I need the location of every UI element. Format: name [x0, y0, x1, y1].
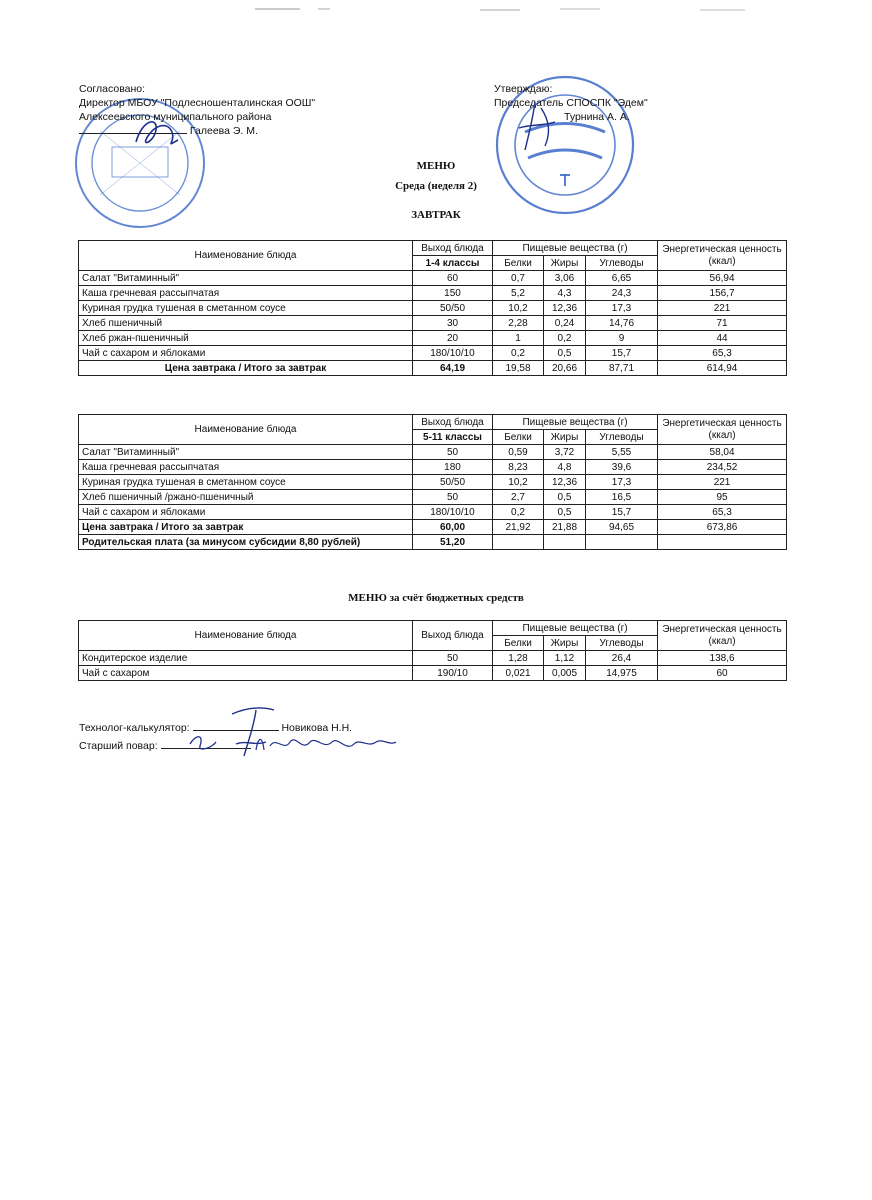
dish-fat: 0,005 — [544, 666, 586, 681]
dish-name: Кондитерское изделие — [79, 651, 413, 666]
dish-protein: 1,28 — [493, 651, 544, 666]
dish-fat: 12,36 — [544, 301, 586, 316]
dish-energy: 56,94 — [658, 271, 787, 286]
dish-yield: 180/10/10 — [413, 505, 493, 520]
total-energy: 673,86 — [658, 520, 787, 535]
dish-protein: 0,2 — [493, 505, 544, 520]
table-row — [79, 460, 787, 475]
scan-marks — [0, 0, 872, 20]
dish-protein: 0,59 — [493, 445, 544, 460]
dish-name: Хлеб пшеничный — [79, 316, 413, 331]
table-row — [79, 286, 787, 301]
dish-name: Каша гречневая рассыпчатая — [79, 460, 413, 475]
header-carbs: Углеводы — [586, 256, 658, 271]
dish-name: Куриная грудка тушеная в сметанном соусе — [79, 475, 413, 490]
dish-energy: 221 — [658, 475, 787, 490]
header-dish: Наименование блюда — [79, 415, 413, 445]
dish-fat: 3,06 — [544, 271, 586, 286]
total-fat: 20,66 — [544, 361, 586, 376]
header-nutrients: Пищевые вещества (г) — [493, 415, 658, 430]
dish-carbs: 15,7 — [586, 346, 658, 361]
chef-signature — [186, 728, 406, 758]
dish-energy: 138,6 — [658, 651, 787, 666]
dish-protein: 2,7 — [493, 490, 544, 505]
table-row — [79, 651, 787, 666]
total-label: Цена завтрака / Итого за завтрак — [79, 361, 413, 376]
dish-protein: 0,7 — [493, 271, 544, 286]
approval-left-district: Алексеевского муниципального района — [79, 111, 272, 123]
total-fat: 21,88 — [544, 520, 586, 535]
header-fat: Жиры — [544, 430, 586, 445]
dish-energy: 65,3 — [658, 346, 787, 361]
dish-yield: 180/10/10 — [413, 346, 493, 361]
menu-day — [0, 180, 872, 192]
table-row — [79, 666, 787, 681]
dish-energy: 156,7 — [658, 286, 787, 301]
dish-protein: 2,28 — [493, 316, 544, 331]
header-yield: Выход блюда — [413, 621, 493, 651]
dish-energy: 95 — [658, 490, 787, 505]
dish-protein: 0,021 — [493, 666, 544, 681]
approval-right-position: Председатель СПОСПК "Эдем" — [494, 97, 648, 109]
total-protein: 21,92 — [493, 520, 544, 535]
table-row — [79, 346, 787, 361]
dish-carbs: 14,76 — [586, 316, 658, 331]
technologist-label: Технолог-калькулятор: — [79, 722, 190, 734]
dish-yield: 150 — [413, 286, 493, 301]
dish-protein: 1 — [493, 331, 544, 346]
dish-energy: 58,04 — [658, 445, 787, 460]
dish-energy: 60 — [658, 666, 787, 681]
table-row — [79, 271, 787, 286]
approval-right-name: Турнина А. А. — [564, 111, 630, 123]
dish-carbs: 14,975 — [586, 666, 658, 681]
dish-yield: 50/50 — [413, 301, 493, 316]
total-carbs: 87,71 — [586, 361, 658, 376]
empty-cell — [586, 535, 658, 550]
budget-table — [78, 620, 787, 681]
meal-title: ЗАВТРАК — [411, 209, 461, 221]
dish-carbs: 9 — [586, 331, 658, 346]
chef-label: Старший повар: — [79, 740, 158, 752]
dish-yield: 20 — [413, 331, 493, 346]
dish-energy: 221 — [658, 301, 787, 316]
dish-fat: 4,8 — [544, 460, 586, 475]
dish-fat: 0,24 — [544, 316, 586, 331]
budget-menu-title: МЕНЮ за счёт бюджетных средств — [348, 592, 524, 604]
total-energy: 614,94 — [658, 361, 787, 376]
dish-protein: 0,2 — [493, 346, 544, 361]
dish-yield: 60 — [413, 271, 493, 286]
dish-fat: 0,5 — [544, 490, 586, 505]
table-row — [79, 316, 787, 331]
dish-name: Чай с сахаром — [79, 666, 413, 681]
header-nutrients: Пищевые вещества (г) — [493, 241, 658, 256]
header-dish: Наименование блюда — [79, 241, 413, 271]
dish-carbs: 5,55 — [586, 445, 658, 460]
dish-fat: 0,5 — [544, 346, 586, 361]
header-energy: Энергетическая ценность (ккал) — [658, 415, 787, 445]
parent-fee-value: 51,20 — [413, 535, 493, 550]
dish-name: Салат "Витаминный" — [79, 445, 413, 460]
header-protein: Белки — [493, 636, 544, 651]
dish-energy: 234,52 — [658, 460, 787, 475]
menu-title: МЕНЮ — [416, 160, 456, 172]
header-nutrients: Пищевые вещества (г) — [493, 621, 658, 636]
table-row — [79, 475, 787, 490]
parent-fee-row — [79, 535, 787, 550]
dish-yield: 180 — [413, 460, 493, 475]
dish-carbs: 16,5 — [586, 490, 658, 505]
table-row — [79, 331, 787, 346]
empty-cell — [658, 535, 787, 550]
table-row — [79, 301, 787, 316]
dish-protein: 10,2 — [493, 475, 544, 490]
dish-carbs: 17,3 — [586, 301, 658, 316]
approval-left-position: Директор МБОУ "Подлесношенталинская ООШ" — [79, 97, 316, 109]
dish-carbs: 26,4 — [586, 651, 658, 666]
header-fat: Жиры — [544, 636, 586, 651]
total-row — [79, 520, 787, 535]
approval-left — [79, 82, 315, 138]
menu-table-1-4 — [78, 240, 787, 376]
dish-protein: 10,2 — [493, 301, 544, 316]
dish-yield: 190/10 — [413, 666, 493, 681]
dish-yield: 50/50 — [413, 475, 493, 490]
dish-carbs: 39,6 — [586, 460, 658, 475]
director-signature — [128, 112, 188, 154]
empty-cell — [493, 535, 544, 550]
dish-protein: 8,23 — [493, 460, 544, 475]
approval-left-signature-line — [79, 124, 315, 138]
empty-cell — [544, 535, 586, 550]
dish-energy: 71 — [658, 316, 787, 331]
header-carbs: Углеводы — [586, 636, 658, 651]
dish-name: Куриная грудка тушеная в сметанном соусе — [79, 301, 413, 316]
dish-carbs: 17,3 — [586, 475, 658, 490]
total-price: 64,19 — [413, 361, 493, 376]
technologist-name: Новикова Н.Н. — [281, 722, 353, 734]
parent-fee-label: Родительская плата (за минусом субсидии 8,80 рублей) — [79, 535, 413, 550]
approval-right-heading: Утверждаю: — [494, 83, 553, 95]
dish-name: Хлеб пшеничный /ржано-пшеничный — [79, 490, 413, 505]
total-price: 60,00 — [413, 520, 493, 535]
dish-yield: 30 — [413, 316, 493, 331]
dish-name: Каша гречневая рассыпчатая — [79, 286, 413, 301]
total-carbs: 94,65 — [586, 520, 658, 535]
menu-day-text: Среда (неделя 2) — [395, 180, 477, 192]
header-carbs: Углеводы — [586, 430, 658, 445]
dish-name: Салат "Витаминный" — [79, 271, 413, 286]
dish-fat: 12,36 — [544, 475, 586, 490]
dish-energy: 44 — [658, 331, 787, 346]
dish-carbs: 6,65 — [586, 271, 658, 286]
table-row — [79, 445, 787, 460]
dish-fat: 1,12 — [544, 651, 586, 666]
table-row — [79, 490, 787, 505]
header-fat: Жиры — [544, 256, 586, 271]
total-row — [79, 361, 787, 376]
header-energy: Энергетическая ценность (ккал) — [658, 241, 787, 271]
header-dish: Наименование блюда — [79, 621, 413, 651]
table-row — [79, 505, 787, 520]
dish-fat: 4,3 — [544, 286, 586, 301]
dish-fat: 0,2 — [544, 331, 586, 346]
chairman-signature — [505, 98, 575, 156]
menu-table-5-11 — [78, 414, 787, 550]
header-protein: Белки — [493, 430, 544, 445]
class-label: 1-4 классы — [413, 256, 493, 271]
dish-fat: 3,72 — [544, 445, 586, 460]
dish-energy: 65,3 — [658, 505, 787, 520]
header-yield: Выход блюда — [413, 241, 493, 256]
dish-name: Чай с сахаром и яблоками — [79, 346, 413, 361]
header-yield: Выход блюда — [413, 415, 493, 430]
dish-carbs: 15,7 — [586, 505, 658, 520]
approval-left-heading: Согласовано: — [79, 83, 146, 95]
class-label: 5-11 классы — [413, 430, 493, 445]
total-protein: 19,58 — [493, 361, 544, 376]
dish-fat: 0,5 — [544, 505, 586, 520]
approval-left-name: Галеева Э. М. — [189, 125, 258, 137]
dish-name: Чай с сахаром и яблоками — [79, 505, 413, 520]
dish-yield: 50 — [413, 490, 493, 505]
header-energy: Энергетическая ценность (ккал) — [658, 621, 787, 651]
dish-yield: 50 — [413, 651, 493, 666]
dish-carbs: 24,3 — [586, 286, 658, 301]
header-protein: Белки — [493, 256, 544, 271]
dish-protein: 5,2 — [493, 286, 544, 301]
total-label: Цена завтрака / Итого за завтрак — [79, 520, 413, 535]
dish-name: Хлеб ржан-пшеничный — [79, 331, 413, 346]
dish-yield: 50 — [413, 445, 493, 460]
